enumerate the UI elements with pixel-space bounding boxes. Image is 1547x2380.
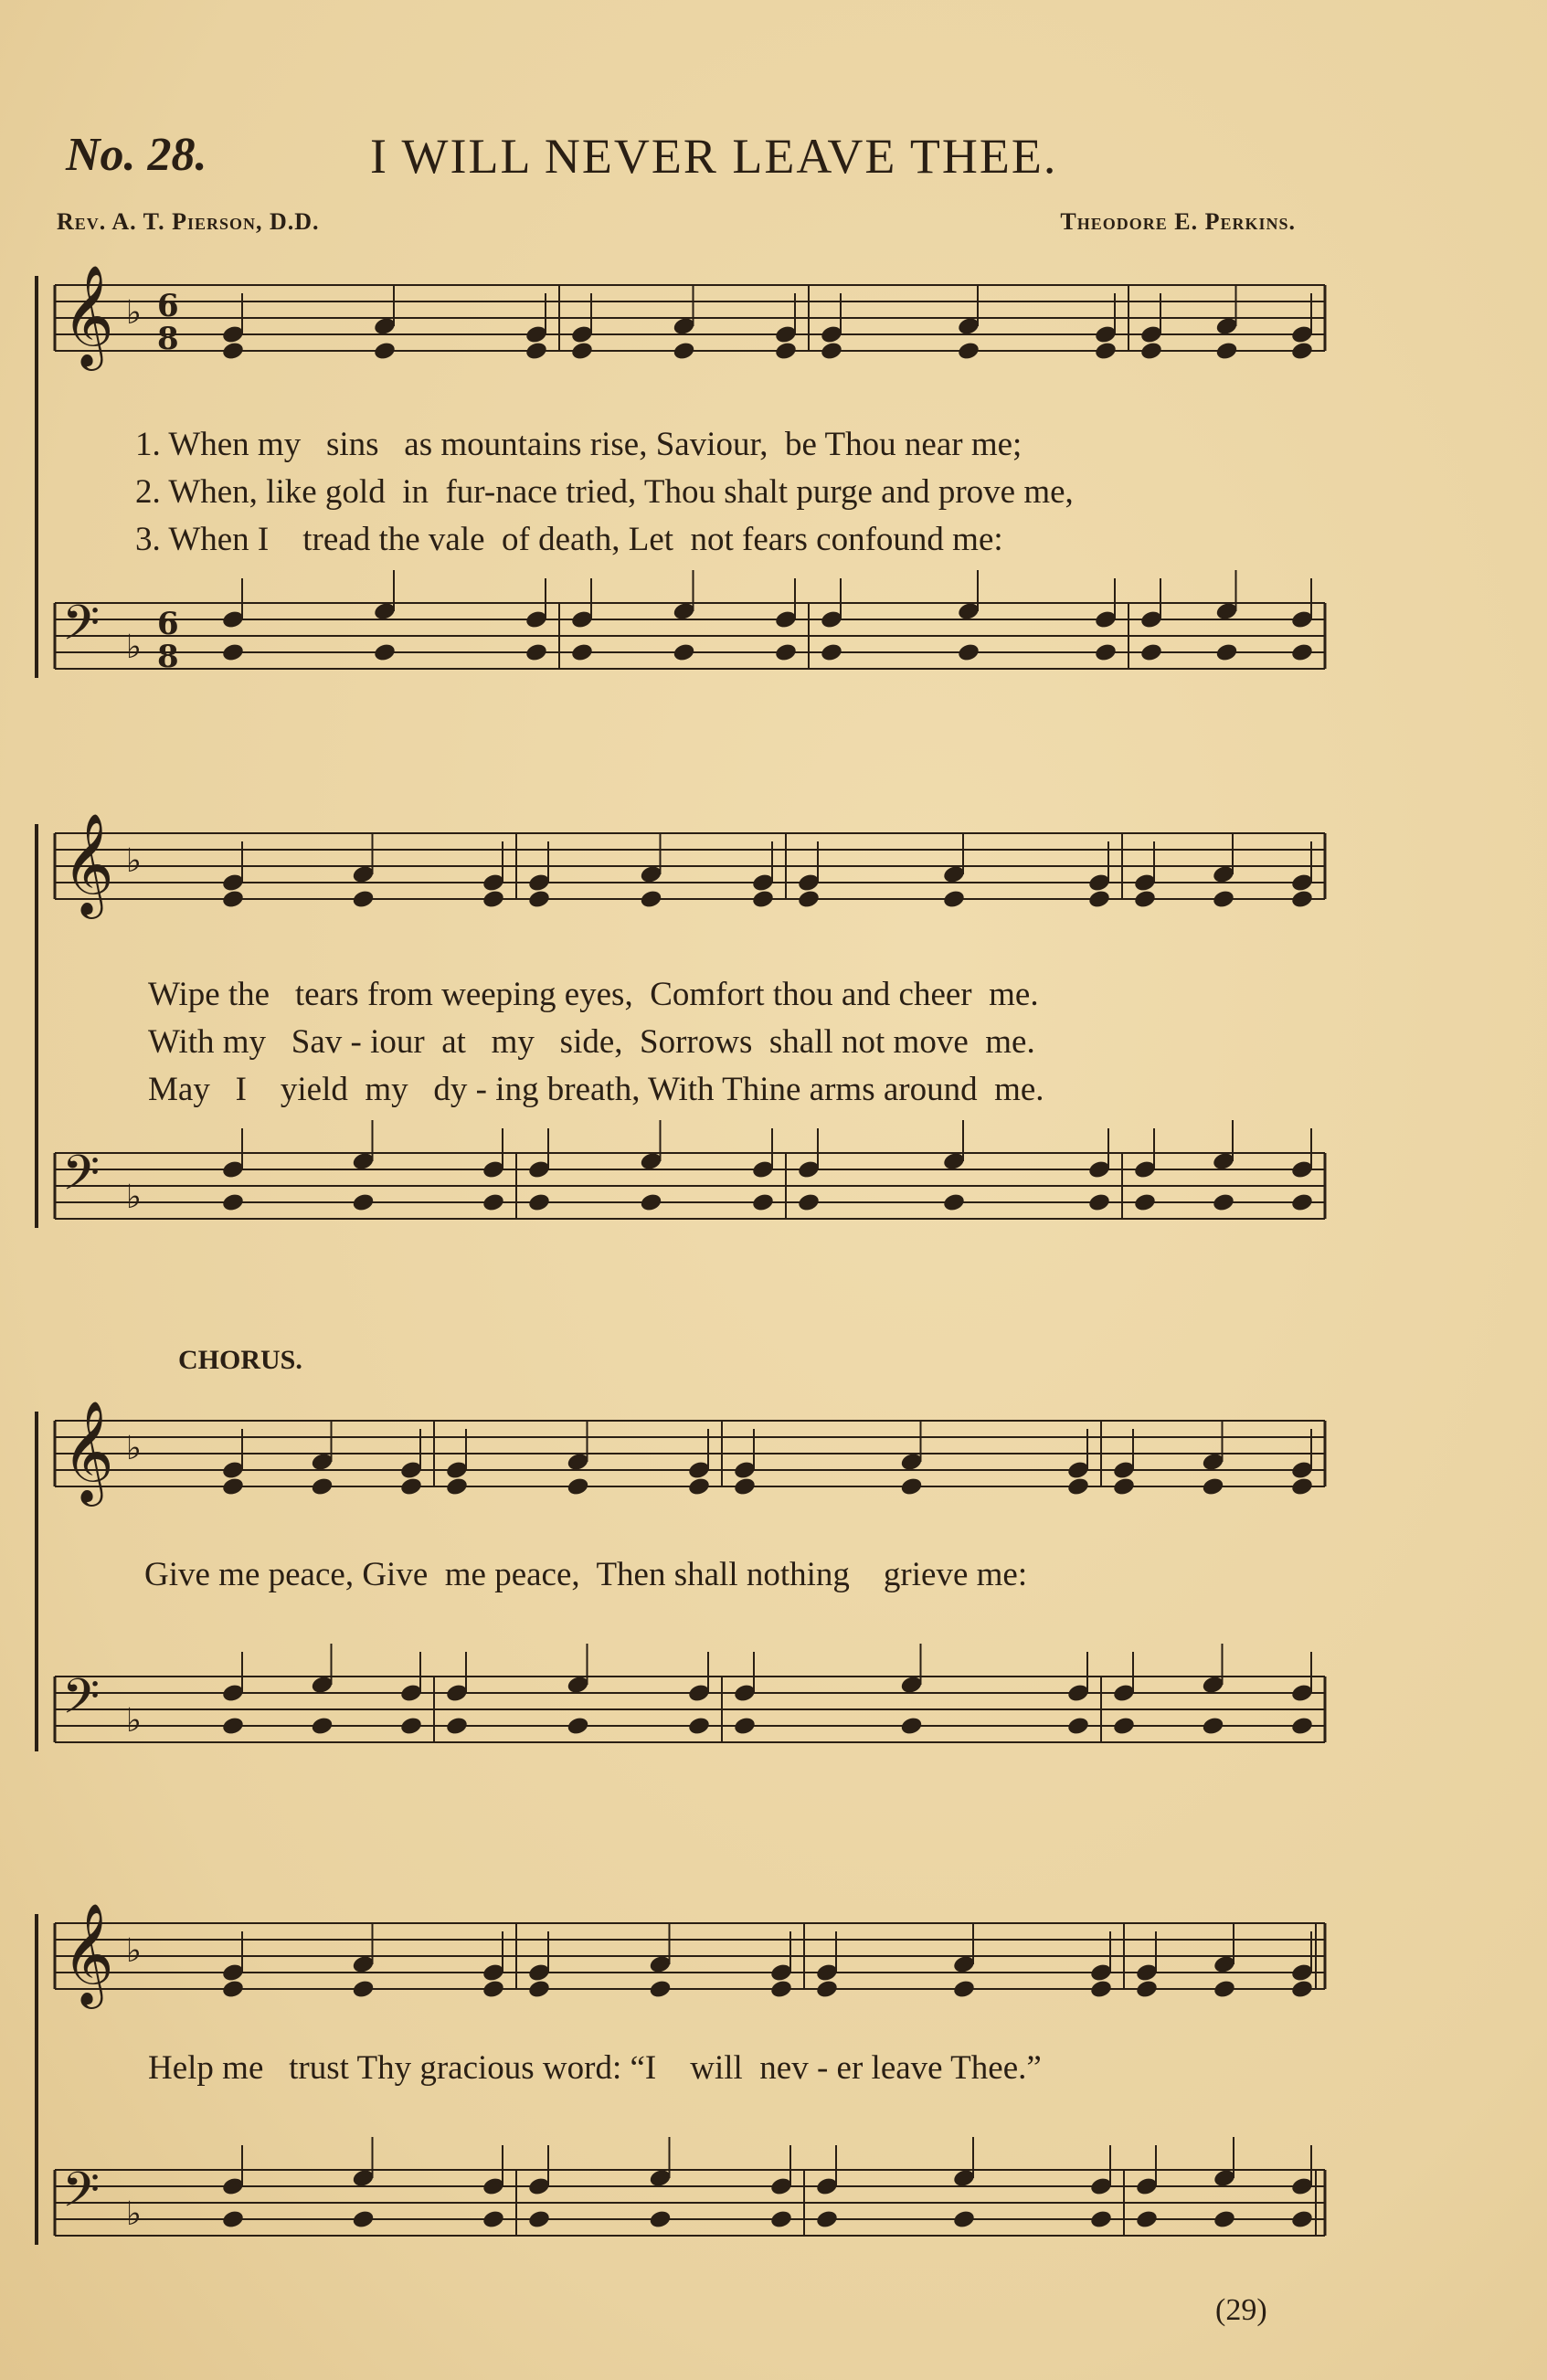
note-head	[1290, 1979, 1314, 2000]
flat-sign: ♭	[126, 1179, 142, 1216]
note-head	[797, 1192, 821, 1213]
note-head	[815, 1979, 839, 2000]
note-head	[221, 1716, 245, 1737]
note-head	[733, 1716, 757, 1737]
note-head	[1139, 642, 1163, 663]
note-head	[774, 341, 798, 362]
note-head	[1201, 1716, 1224, 1737]
note-head	[1089, 1979, 1113, 2000]
note-head	[1135, 2209, 1159, 2230]
note-head	[957, 642, 980, 663]
note-head	[1290, 1192, 1314, 1213]
note-head	[1133, 889, 1157, 910]
note-head	[797, 889, 821, 910]
note-head	[1112, 1476, 1136, 1497]
note-head	[1094, 642, 1118, 663]
verse-line: With my Sav - iour at my side, Sorrows shall not move me.	[148, 1023, 1035, 1061]
time-signature-denominator: 8	[157, 321, 179, 357]
note-head	[482, 1192, 505, 1213]
verse-line: May I yield my dy - ing breath, With Thine arms around me.	[148, 1071, 1044, 1108]
note-head	[1087, 889, 1111, 910]
note-head	[566, 1716, 589, 1737]
note-head	[221, 2209, 245, 2230]
composer-credit: Theodore E. Perkins.	[1060, 208, 1296, 235]
verse-line: 1. When my sins as mountains rise, Saviour, be Thou near me;	[135, 426, 1023, 463]
note-head	[1135, 1979, 1159, 2000]
note-head	[351, 2209, 375, 2230]
verse-line: 3. When I tread the vale of death, Let not fears confound me:	[135, 521, 1003, 558]
note-head	[1290, 642, 1314, 663]
bass-clef: 𝄢	[62, 1669, 101, 1737]
note-head	[957, 341, 980, 362]
hymn-number: No. 28.	[66, 129, 207, 181]
note-head	[221, 889, 245, 910]
note-head	[899, 1476, 923, 1497]
bass-clef: 𝄢	[62, 1146, 101, 1213]
note-head	[445, 1716, 469, 1737]
note-head	[751, 889, 775, 910]
note-head	[1089, 2209, 1113, 2230]
hymn-title: I WILL NEVER LEAVE THEE.	[370, 129, 1058, 184]
note-head	[1087, 1192, 1111, 1213]
treble-clef: 𝄞	[62, 264, 114, 366]
note-head	[570, 341, 594, 362]
note-head	[482, 889, 505, 910]
flat-sign: ♭	[126, 2195, 142, 2233]
note-head	[639, 1192, 662, 1213]
note-head	[733, 1476, 757, 1497]
note-head	[672, 642, 695, 663]
note-head	[672, 341, 695, 362]
note-head	[351, 889, 375, 910]
note-head	[1066, 1476, 1090, 1497]
note-head	[221, 1476, 245, 1497]
note-head	[351, 1192, 375, 1213]
bass-clef: 𝄢	[62, 2163, 101, 2230]
author-credit: Rev. A. T. Pierson, D.D.	[57, 208, 320, 235]
note-head	[952, 1979, 976, 2000]
note-head	[527, 1192, 551, 1213]
note-head	[648, 2209, 672, 2230]
note-head	[1212, 1192, 1235, 1213]
flat-sign: ♭	[126, 629, 142, 666]
note-head	[221, 341, 245, 362]
note-head	[570, 642, 594, 663]
note-head	[1290, 1476, 1314, 1497]
note-head	[351, 1979, 375, 2000]
note-head	[527, 2209, 551, 2230]
note-head	[1290, 2209, 1314, 2230]
note-head	[1290, 341, 1314, 362]
note-head	[1112, 1716, 1136, 1737]
note-head	[1213, 2209, 1236, 2230]
flat-sign: ♭	[126, 294, 142, 332]
flat-sign: ♭	[126, 842, 142, 880]
note-head	[373, 341, 397, 362]
verse-line: Help me trust Thy gracious word: “I will nev - er leave Thee.”	[148, 2049, 1042, 2087]
time-signature-denominator: 8	[157, 639, 179, 675]
flat-sign: ♭	[126, 1430, 142, 1467]
note-head	[648, 1979, 672, 2000]
note-head	[1213, 1979, 1236, 2000]
note-head	[952, 2209, 976, 2230]
flat-sign: ♭	[126, 1702, 142, 1740]
note-head	[820, 642, 843, 663]
note-head	[221, 1979, 245, 2000]
note-head	[445, 1476, 469, 1497]
note-head	[1139, 341, 1163, 362]
note-head	[820, 341, 843, 362]
note-head	[399, 1716, 423, 1737]
note-head	[751, 1192, 775, 1213]
note-head	[524, 341, 548, 362]
note-head	[769, 1979, 793, 2000]
note-head	[527, 1979, 551, 2000]
chorus-label: CHORUS.	[178, 1345, 302, 1375]
note-head	[221, 1192, 245, 1213]
note-head	[815, 2209, 839, 2230]
note-head	[482, 1979, 505, 2000]
note-head	[942, 1192, 966, 1213]
note-head	[482, 2209, 505, 2230]
time-signature-numerator: 6	[157, 606, 179, 642]
flat-sign: ♭	[126, 1932, 142, 1970]
note-head	[687, 1716, 711, 1737]
note-head	[1201, 1476, 1224, 1497]
note-head	[310, 1716, 334, 1737]
treble-clef: 𝄞	[62, 1902, 114, 2004]
note-head	[310, 1476, 334, 1497]
verse-line: Give me peace, Give me peace, Then shall nothing grieve me:	[144, 1556, 1028, 1593]
note-head	[1066, 1716, 1090, 1737]
note-head	[1133, 1192, 1157, 1213]
note-head	[524, 642, 548, 663]
note-head	[769, 2209, 793, 2230]
note-head	[527, 889, 551, 910]
note-head	[1212, 889, 1235, 910]
verse-line: 2. When, like gold in fur-nace tried, Thou shalt purge and prove me,	[135, 473, 1074, 511]
note-head	[566, 1476, 589, 1497]
note-head	[942, 889, 966, 910]
note-head	[774, 642, 798, 663]
note-head	[899, 1716, 923, 1737]
note-head	[1214, 642, 1238, 663]
page-number: (29)	[1215, 2293, 1267, 2327]
time-signature-numerator: 6	[157, 288, 179, 324]
note-head	[1290, 1716, 1314, 1737]
note-head	[1094, 341, 1118, 362]
treble-clef: 𝄞	[62, 1400, 114, 1502]
treble-clef: 𝄞	[62, 812, 114, 915]
note-head	[1290, 889, 1314, 910]
note-head	[687, 1476, 711, 1497]
note-head	[373, 642, 397, 663]
verse-line: Wipe the tears from weeping eyes, Comfort thou and cheer me.	[148, 976, 1039, 1013]
note-head	[1214, 341, 1238, 362]
note-head	[221, 642, 245, 663]
note-head	[639, 889, 662, 910]
note-head	[399, 1476, 423, 1497]
bass-clef: 𝄢	[62, 596, 101, 663]
